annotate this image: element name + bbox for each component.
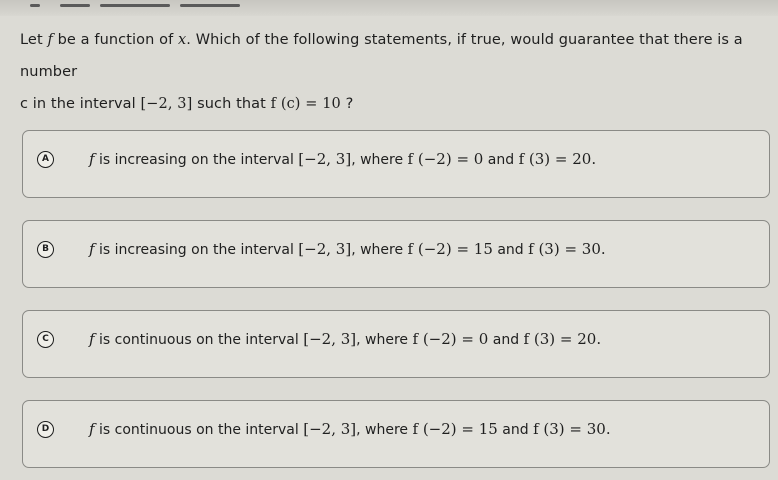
question-text [20,24,770,120]
choice-interval: [−2, 3] [298,240,352,258]
header-mark [100,4,170,7]
choice-d[interactable] [22,400,770,468]
choice-text [89,330,601,348]
choice-part: and [492,242,529,258]
choice-part: . [600,240,606,258]
choice-c[interactable] [22,310,770,378]
choice-b[interactable] [22,220,770,288]
choice-a[interactable] [22,130,770,198]
choice-part: , where [351,242,408,258]
choice-text [89,150,596,168]
choice-letter-badge: B [37,241,54,258]
choice-part: is increasing on the interval [94,242,299,258]
choice-interval: [−2, 3] [303,330,357,348]
choice-condition-2: f (3) = 20 [523,330,597,348]
choice-part: is continuous on the interval [94,422,304,438]
choice-part: . [605,420,611,438]
choice-part: is continuous on the interval [94,332,304,348]
choice-part: , where [356,422,413,438]
question-part: . Which of the following statements, if true, would guarantee that there is a number [20,32,743,80]
choice-part: is increasing on the interval [94,152,299,168]
choice-interval: [−2, 3] [303,420,357,438]
choice-text [89,240,606,258]
question-interval: [−2, 3] [140,96,193,112]
choice-f-symbol: f [89,420,95,438]
choice-f-symbol: f [89,330,95,348]
choice-text [89,420,611,438]
choice-part: . [596,330,602,348]
choice-letter-badge: D [37,421,54,438]
choice-letter-badge: C [37,331,54,348]
header-mark [30,4,40,7]
choice-interval: [−2, 3] [298,150,352,168]
choice-condition-1: f (−2) = 0 [407,150,484,168]
question-part: such that [192,96,271,112]
question-part: be a function of [52,32,178,48]
choice-part: , where [356,332,413,348]
question-f-symbol: f [47,32,53,48]
choice-part: and [483,152,519,168]
question-condition: f (c) = 10 [270,96,341,112]
choice-f-symbol: f [89,240,95,258]
choice-part: . [591,150,597,168]
header-mark [60,4,90,7]
question-part: ? [340,96,354,112]
question-part: c in the interval [20,96,141,112]
choice-part: and [497,422,534,438]
choice-part: and [488,332,524,348]
choice-condition-2: f (3) = 30 [528,240,601,258]
choice-f-symbol: f [89,150,95,168]
choice-condition-2: f (3) = 30 [533,420,606,438]
choice-part: , where [351,152,408,168]
choice-condition-2: f (3) = 20 [518,150,592,168]
header-mark [180,4,240,7]
question-part: Let [20,32,48,48]
choice-condition-1: f (−2) = 0 [412,330,489,348]
choice-condition-1: f (−2) = 15 [407,240,493,258]
question-x-symbol: x [178,32,187,48]
top-header-strip [0,0,778,16]
choice-letter-badge: A [37,151,54,168]
choice-condition-1: f (−2) = 15 [412,420,498,438]
